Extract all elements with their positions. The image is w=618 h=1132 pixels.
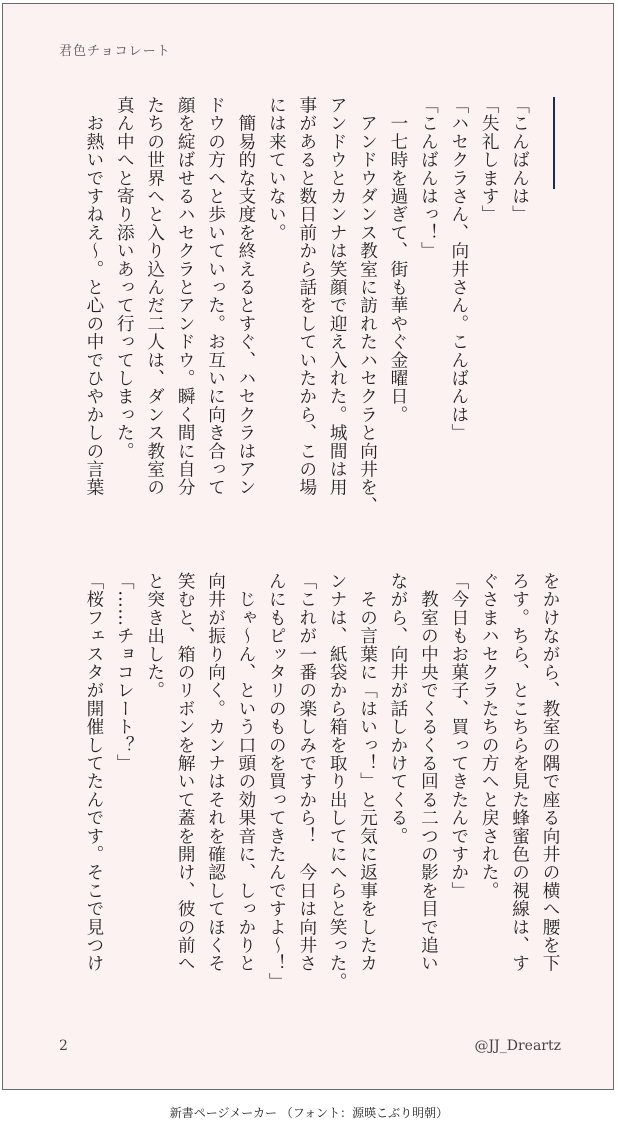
text-line: アンドウとカンナは笑顔で迎え入れた。城間は用 [327, 96, 348, 497]
text-line: には来ていない。 [266, 96, 287, 242]
lower-text-block [45, 572, 565, 1002]
text-line: その言葉に「はいっ！」と元気に返事をしたカ [357, 572, 378, 973]
text-line: 「今日もお菓子、買ってきたんですか」 [448, 572, 469, 900]
text-line: んにもピッタリのものを買ってきたんですよ〜！」 [266, 572, 287, 991]
text-line: ンナは、紙袋から箱を取り出してにへらと笑った。 [327, 572, 348, 991]
text-line: 事があると数日前から話をしていたから、この場 [296, 96, 317, 497]
text-line: 「こんばんは」 [509, 96, 530, 224]
text-line: 「これが一番の楽しみですから！ 今日は向井さ [296, 572, 317, 973]
text-line: 一七時を過ぎて、街も華やぐ金曜日。 [387, 96, 408, 424]
running-title: 君色チョコレート [59, 44, 171, 59]
text-line: お熱いですねえ〜。と心の中でひやかしの言葉 [83, 96, 104, 497]
text-line: アンドウダンス教室に訪れたハセクラと向井を、 [357, 96, 378, 515]
text-line [540, 96, 560, 163]
text-line: たちの世界へと入り込んだ二人は、ダンス教室の [144, 96, 165, 497]
book-page [2, 3, 614, 1090]
page-number: 2 [59, 1038, 68, 1054]
app-credit-footer: 新書ページメーカー （フォント：源暎こぶり明朝） [169, 1106, 449, 1120]
text-line: 笑むと、箱のリボンを解いて蓋を開け、彼の前へ [175, 572, 196, 973]
text-line: 「ハセクラさん、向井さん。こんばんは」 [448, 96, 469, 442]
text-line: ながら、向井が話しかけてくる。 [387, 572, 408, 845]
text-line: 「失礼します」 [479, 96, 500, 224]
text-line: ぐさまハセクラたちの方へと戻された。 [479, 572, 500, 900]
text-line: 教室の中央でくるくる回る二つの影を目で追い [418, 572, 439, 973]
text-line: と突き出した。 [144, 572, 165, 700]
text-line: ろす。ちら、とこちらを見た蜂蜜色の視線は、す [509, 572, 530, 973]
text-line: をかけながら、教室の隅で座る向井の横へ腰を下 [540, 572, 560, 973]
text-line: 「こんばんはっ！」 [418, 96, 439, 260]
text-line: 顔を綻ばせるハセクラとアンドウ。瞬く間に自分 [175, 96, 196, 497]
text-line: ドウの方へと歩いていった。お互いに向き合って [205, 96, 226, 497]
upper-text-block [45, 96, 565, 536]
text-line: 簡易的な支度を終えるとすぐ、ハセクラはアン [235, 96, 256, 497]
text-line: 向井が振り向く。カンナはそれを確認してほくそ [205, 572, 226, 973]
text-line: じゃ〜ん、という口頭の効果音に、しっかりと [235, 572, 256, 973]
text-line: 「……チョコレート？」 [114, 572, 135, 773]
text-line: 真ん中へと寄り添いあって行ってしまった。 [114, 96, 135, 460]
text-line: 「桜フェスタが開催してたんです。そこで見つけ [83, 572, 104, 973]
author-handle: @JJ_Dreartz [474, 1038, 561, 1054]
